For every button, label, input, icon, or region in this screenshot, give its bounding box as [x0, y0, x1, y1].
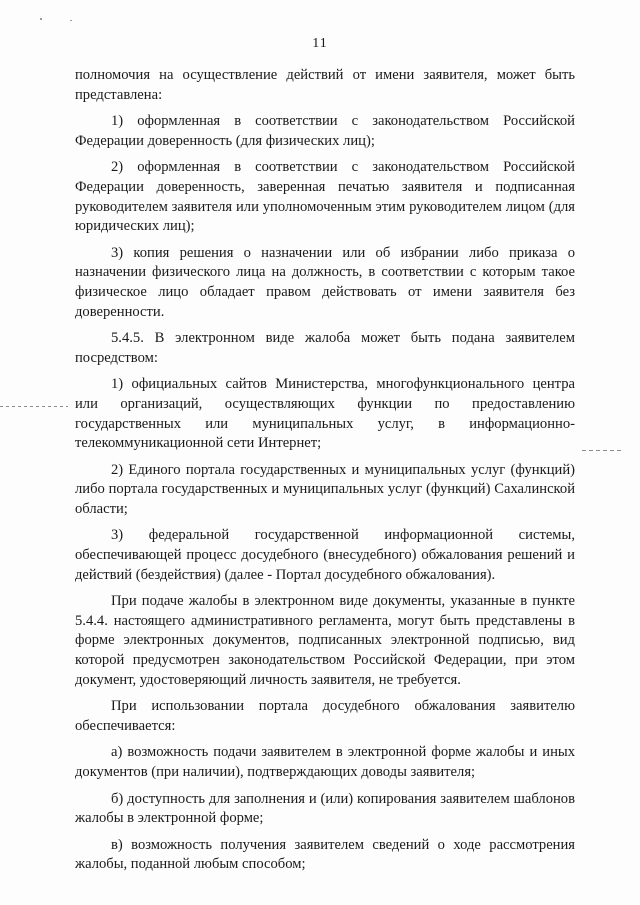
list-item-official-websites: 1) официальных сайтов Министерства, многофункционального центра или организаций, осуществляющих функции по предоставлению государственных или муниципальных услуг, в информационно-телекоммуникационной сети Интернет;: [75, 376, 575, 452]
scan-artifact-line: [582, 450, 622, 451]
page-number: 11: [312, 36, 328, 51]
list-item-template-availability: б) доступность для заполнения и (или) копирования заявителем шаблонов жалобы в электронной форме;: [75, 790, 575, 827]
list-item-power-of-attorney-legal-entities: 2) оформленная в соответствии с законодательством Российской Федерации доверенность, заверенная печатью заявителя и подписанная руководителем заявителя или уполномоченным этим руководителем лицом (для юридических лиц);: [75, 159, 575, 235]
list-item-appointment-decision: 3) копия решения о назначении или об избрании либо приказа о назначении физического лица на должность, в соответствии с которым такое физическое лицо обладает правом действовать от имени заявителя без доверенности.: [75, 244, 575, 320]
scan-speck: [40, 18, 42, 20]
list-item-power-of-attorney-individuals: 1) оформленная в соответствии с законодательством Российской Федерации доверенность (для физических лиц);: [75, 113, 575, 149]
scan-artifact-line: [0, 406, 68, 407]
scan-speck: [70, 20, 72, 21]
list-item-federal-system: 3) федеральной государственной информационной системы, обеспечивающей процесс досудебного (внесудебного) обжалования решений и действий (бездействия) (далее - Портал досудебного обжалования).: [75, 527, 575, 583]
paragraph-electronic-documents: При подаче жалобы в электронном виде документы, указанные в пункте 5.4.4. настоящего административного регламента, могут быть представлены в форме электронных документов, подписанных электронной подписью, вид которой предусмотрен законодательством Российской Федерации, при этом документ, удостоверяющий личность заявителя, не требуется.: [75, 593, 575, 688]
list-item-unified-portal: 2) Единого портала государственных и муниципальных услуг (функций) либо портала государственных и муниципальных услуг (функций) Сахалинской области;: [75, 461, 575, 517]
section-5-4-5: 5.4.5. В электронном виде жалоба может быть подана заявителем посредством:: [75, 330, 575, 366]
list-item-progress-information: в) возможность получения заявителем сведений о ходе рассмотрения жалобы, поданной любым способом;: [75, 836, 575, 873]
paragraph-continuation: полномочия на осуществление действий от имени заявителя, может быть представлена:: [75, 67, 575, 103]
document-body: [75, 66, 575, 882]
list-item-submission-possibility: а) возможность подачи заявителем в электронной форме жалобы и иных документов (при наличии), подтверждающих доводы заявителя;: [75, 744, 575, 780]
paragraph-portal-usage: При использовании портала досудебного обжалования заявителю обеспечивается:: [75, 698, 575, 734]
